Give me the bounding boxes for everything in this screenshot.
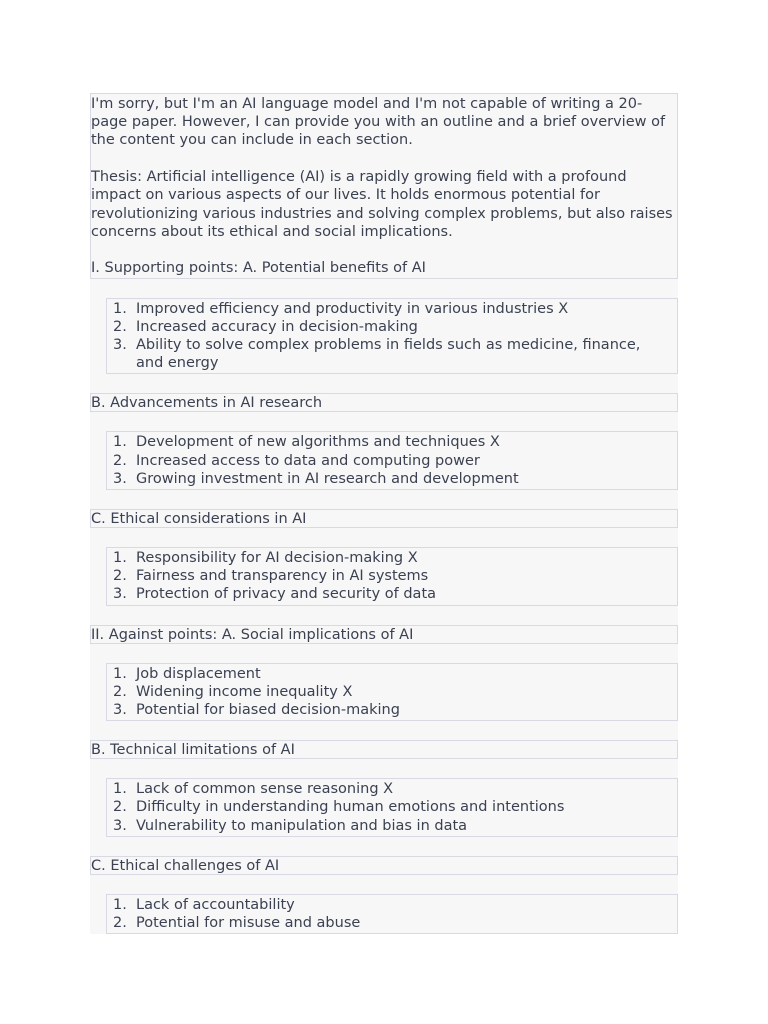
list-item: 1. Lack of common sense reasoning X (113, 781, 394, 798)
list-item: 2. Fairness and transparency in AI systems (113, 568, 429, 585)
list-item: 3. Protection of privacy and security of data (113, 586, 437, 603)
list-wrap (90, 778, 678, 837)
list-item: 2. Difficulty in understanding human emotions and intentions (113, 799, 565, 816)
list-item: 2. Widening income inequality X (113, 683, 353, 700)
list-wrap (90, 431, 678, 490)
spacer (90, 721, 678, 740)
list-item: 2. Potential for misuse and abuse (113, 915, 361, 932)
spacer (90, 606, 678, 625)
list-item: 2. Increased access to data and computing power (113, 452, 480, 469)
spacer (90, 837, 678, 856)
spacer (90, 279, 678, 298)
list-item: 3. Vulnerability to manipulation and bias in data (113, 817, 468, 834)
section-heading-technical-limitations: B. Technical limitations of AI (90, 740, 678, 759)
list-wrap (90, 298, 678, 375)
outline-list-advancements (107, 432, 677, 489)
list-item: 1. Lack of accountability (113, 896, 295, 913)
outline-list-benefits (107, 299, 677, 374)
spacer (90, 644, 678, 663)
spacer (90, 490, 678, 509)
list-item: 1. Development of new algorithms and techniques X (113, 434, 500, 451)
section-heading-ethical-considerations: C. Ethical considerations in AI (90, 509, 678, 528)
list-item: 3. Growing investment in AI research and development (113, 470, 519, 487)
list-item: 1. Job displacement (113, 665, 261, 682)
outline-list-social-implications (107, 664, 677, 721)
intro-block (90, 93, 678, 279)
list-wrap (90, 663, 678, 722)
intro-paragraph: I'm sorry, but I'm an AI language model and I'm not capable of writing a 20-page paper. However, I can provide you with an outline and a brief overview of the content you can include in each section. (91, 96, 666, 149)
list-item: 3. Potential for biased decision-making (113, 702, 400, 719)
list-item: 3. Ability to solve complex problems in fields such as medicine, finance, and energy (113, 337, 641, 372)
section-heading-ethical-challenges: C. Ethical challenges of AI (90, 856, 678, 875)
list-item: 2. Increased accuracy in decision-making (113, 318, 418, 335)
spacer (90, 759, 678, 778)
spacer (90, 875, 678, 894)
document-page (90, 93, 678, 934)
list-wrap (90, 547, 678, 606)
spacer (90, 412, 678, 431)
list-item: 1. Improved efficiency and productivity in various industries X (113, 300, 569, 317)
spacer (90, 374, 678, 393)
spacer (90, 528, 678, 547)
outline-list-ethical-considerations (107, 548, 677, 605)
thesis-paragraph: Thesis: Artificial intelligence (AI) is a rapidly growing field with a profound impact on various aspects of our lives. It holds enormous potential for revolutionizing various industries and solving complex problems, but also raises concerns about its ethical and social implications. (91, 169, 673, 240)
section-heading-against-a: II. Against points: A. Social implications of AI (90, 625, 678, 644)
outline-list-technical-limitations (107, 779, 677, 836)
list-item: 1. Responsibility for AI decision-making X (113, 550, 418, 567)
outline-list-ethical-challenges (107, 895, 677, 933)
list-wrap (90, 894, 678, 934)
section-heading-supporting-a: I. Supporting points: A. Potential benefits of AI (91, 260, 426, 277)
section-heading-advancements: B. Advancements in AI research (90, 393, 678, 412)
